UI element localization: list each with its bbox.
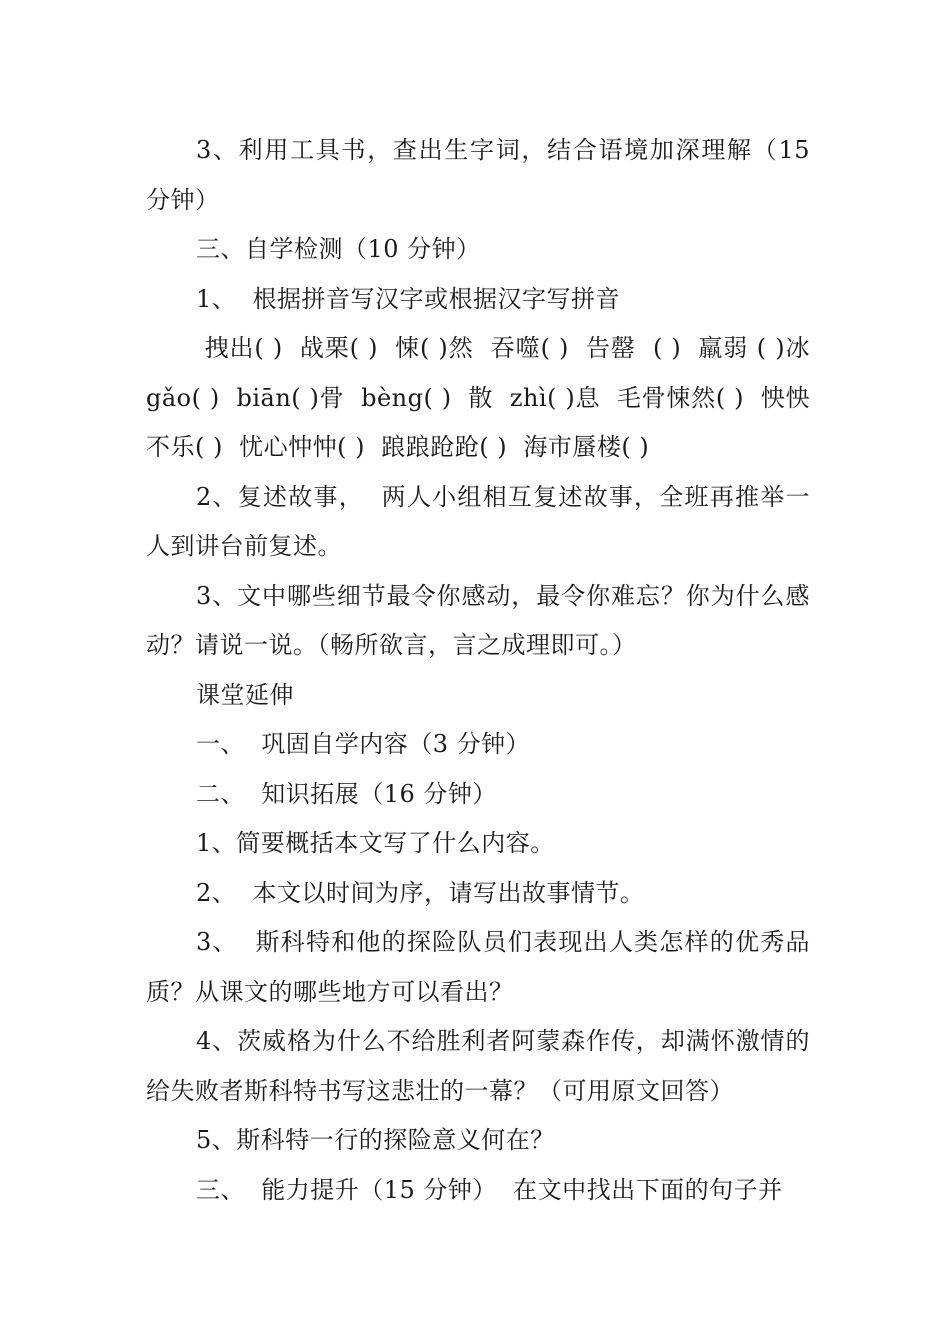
question-significance: 5、斯科特一行的探险意义何在？ xyxy=(196,1126,555,1154)
paragraph-tool-book: 3、利用工具书，查出生字词，结合语境加深理解（15 分钟） xyxy=(146,136,819,214)
question-summary: 1、简要概括本文写了什么内容。 xyxy=(196,829,555,857)
paragraph-retell-story: 2、复述故事， 两人小组相互复述故事，全班再推举一人到讲台前复述。 xyxy=(146,482,810,560)
question-plot: 2、 本文以时间为序，请写出故事情节。 xyxy=(196,878,645,907)
question-zweig: 4、茨威格为什么不给胜利者阿蒙森作传，却满怀激情的给失败者斯科特书写这悲壮的一幕？（可用原文回答） xyxy=(146,1027,810,1105)
heading-self-test: 三、自学检测（10 分钟） xyxy=(196,235,481,263)
heading-class-extension: 课堂延伸 xyxy=(196,680,294,709)
paragraph-vocabulary-list: 拽出( ) 战栗( ) 悚( )然 吞噬( ) 告罄 ( ) 羸弱 ( )冰 gǎo( ) biān( )骨 bèng( ) 散 zhì( )息 毛骨悚然( ) 怏怏不乐( ) 忧心忡忡( ) 踉踉跄跄( ) 海市蜃楼( ) xyxy=(146,334,819,461)
document-body xyxy=(146,126,819,1215)
heading-consolidate: 一、 巩固自学内容（3 分钟） xyxy=(196,730,531,758)
question-qualities: 3、 斯科特和他的探险队员们表现出人类怎样的优秀品质？从课文的哪些地方可以看出？ xyxy=(146,928,810,1006)
heading-ability-improvement: 三、 能力提升（15 分钟） 在文中找出下面的句子并 xyxy=(196,1175,783,1204)
paragraph-touching-details: 3、文中哪些细节最令你感动，最令你难忘？你为什么感动？请说一说。（畅所欲言，言之成理即可。） xyxy=(146,581,810,659)
paragraph-pinyin-task: 1、 根据拼音写汉字或根据汉字写拼音 xyxy=(196,284,621,313)
heading-knowledge-expansion: 二、 知识拓展（16 分钟） xyxy=(196,779,497,808)
